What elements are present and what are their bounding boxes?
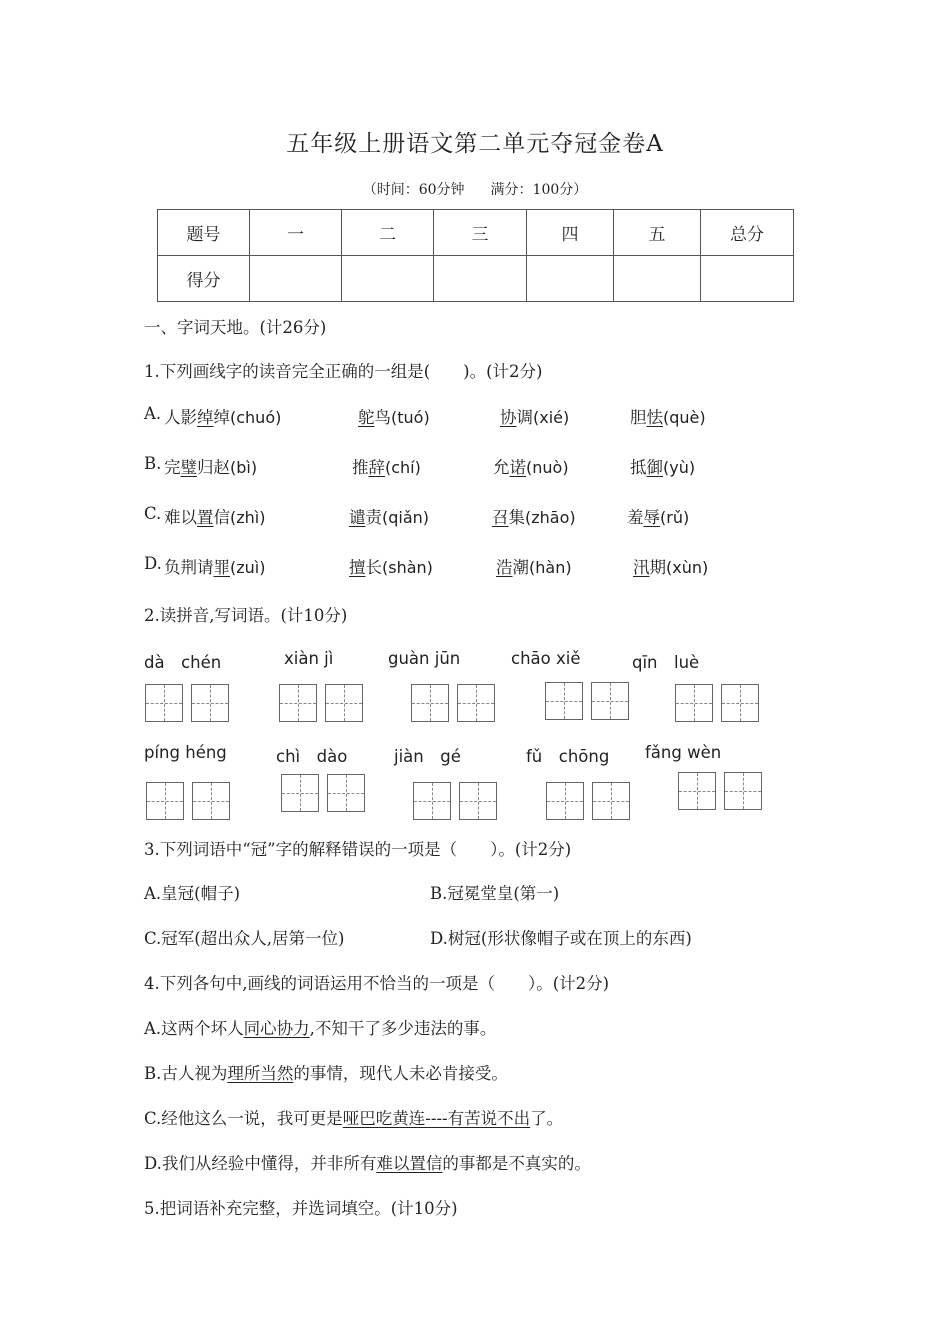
word-text: 羞	[627, 508, 644, 527]
underlined-phrase: 哑巴吃黄连----有苦说不出	[342, 1109, 531, 1128]
pinyin: (qiǎn)	[382, 508, 430, 527]
pinyin: (chuó)	[230, 408, 282, 427]
tianzige-writing-box[interactable]	[591, 682, 629, 720]
underlined-char: 汛	[633, 558, 650, 577]
score-cell[interactable]	[434, 256, 527, 302]
question-5-stem: 5.把词语补充完整，并选词填空。(计10分)	[144, 1199, 458, 1218]
row-label: 得分	[158, 256, 250, 302]
question-3-option-b: B.冠冕堂皇(第一)	[430, 884, 560, 903]
question-4-option-a	[144, 1015, 496, 1039]
full-score: 满分：100分）	[490, 182, 588, 198]
word-text: 责	[365, 508, 382, 527]
underlined-phrase: 理所当然	[227, 1064, 294, 1083]
word-text: 允	[493, 458, 510, 477]
tianzige-writing-box[interactable]	[145, 684, 183, 722]
time-limit: （时间：60分钟	[362, 182, 465, 198]
header-cell: 三	[434, 210, 527, 256]
tianzige-writing-box[interactable]	[146, 782, 184, 820]
tianzige-writing-box[interactable]	[546, 782, 584, 820]
underlined-char: 御	[646, 458, 663, 477]
tianzige-writing-box[interactable]	[327, 774, 365, 812]
question-4-option-d	[144, 1150, 591, 1174]
question-1-option-word	[492, 504, 576, 528]
option-text: D.我们从经验中懂得，并非所有	[144, 1154, 377, 1173]
question-1-option-word	[627, 504, 689, 528]
word-text: 完	[164, 458, 181, 477]
tianzige-writing-box[interactable]	[192, 782, 230, 820]
question-3-option-d: D.树冠(形状像帽子或在顶上的东西)	[430, 929, 692, 948]
underlined-char: 罪	[213, 558, 230, 577]
word-text: 潮	[512, 558, 529, 577]
score-cell[interactable]	[342, 256, 434, 302]
tianzige-writing-box[interactable]	[678, 772, 716, 810]
score-table	[157, 209, 794, 302]
pinyin: (yù)	[663, 458, 696, 477]
pinyin-prompt: dà chén	[144, 653, 222, 672]
question-1-option-label: A.	[144, 404, 162, 423]
section-heading: 一、字词天地。(计26分)	[144, 318, 327, 337]
tianzige-writing-box[interactable]	[721, 684, 759, 722]
pinyin-prompt: chāo xiě	[511, 649, 581, 668]
word-text: 鸟	[374, 408, 391, 427]
word-text: 推	[352, 458, 369, 477]
pinyin: (tuó)	[391, 408, 430, 427]
underlined-char: 擅	[349, 558, 366, 577]
word-text: 信	[213, 508, 230, 527]
underlined-char: 置	[197, 508, 214, 527]
header-cell: 五	[614, 210, 701, 256]
option-text: 的事情，现代人未必肯接受。	[293, 1064, 508, 1083]
question-1-option-word	[164, 404, 281, 428]
pinyin-prompt: xiàn jì	[284, 649, 334, 668]
question-1-option-word	[630, 454, 695, 478]
page-title: 五年级上册语文第二单元夺冠金卷A	[286, 131, 664, 157]
question-1-option-word	[493, 454, 569, 478]
score-cell[interactable]	[527, 256, 614, 302]
tianzige-writing-box[interactable]	[279, 684, 317, 722]
pinyin: (xùn)	[666, 558, 709, 577]
pinyin: (què)	[663, 408, 706, 427]
underlined-phrase: 同心协力	[243, 1019, 310, 1038]
word-text: 期	[649, 558, 666, 577]
question-1-option-label: B.	[144, 454, 162, 473]
question-3-option-c: C.冠军(超出众人,居第一位)	[144, 929, 345, 948]
pinyin: (chí)	[385, 458, 421, 477]
pinyin-prompt: fǎng wèn	[645, 743, 722, 762]
underlined-phrase: 难以置信	[376, 1154, 443, 1173]
question-4-option-c	[144, 1105, 563, 1129]
pinyin: (hàn)	[529, 558, 572, 577]
pinyin: (shàn)	[382, 558, 433, 577]
question-1-option-word	[164, 554, 265, 578]
pinyin: (bì)	[230, 458, 258, 477]
tianzige-writing-box[interactable]	[411, 684, 449, 722]
score-table-header-row	[158, 210, 794, 256]
tianzige-writing-box[interactable]	[459, 782, 497, 820]
option-text: 的事都是不真实的。	[442, 1154, 591, 1173]
word-text: 绰	[213, 408, 230, 427]
word-text: 调	[516, 408, 533, 427]
question-1-option-word	[164, 454, 257, 478]
underlined-char: 谴	[349, 508, 366, 527]
header-cell: 题号	[158, 210, 250, 256]
question-1-stem: 1.下列画线字的读音完全正确的一组是( )。(计2分)	[144, 362, 543, 381]
word-text: 长	[365, 558, 382, 577]
word-text: 抵	[630, 458, 647, 477]
question-4-option-b	[144, 1060, 508, 1084]
question-1-option-word	[164, 504, 265, 528]
tianzige-writing-box[interactable]	[545, 682, 583, 720]
question-1-option-word	[349, 554, 433, 578]
question-1-option-word	[358, 404, 430, 428]
score-cell[interactable]	[701, 256, 794, 302]
pinyin: (rǔ)	[660, 508, 690, 527]
tianzige-writing-box[interactable]	[675, 684, 713, 722]
option-text: C.经他这么一说，我可更是	[144, 1109, 343, 1128]
pinyin: (zhāo)	[525, 508, 576, 527]
word-text: 归赵	[197, 458, 230, 477]
pinyin-prompt: fǔ chōng	[526, 747, 610, 766]
underlined-char: 璧	[180, 458, 197, 477]
question-2-stem: 2.读拼音,写词语。(计10分)	[144, 606, 348, 625]
score-cell[interactable]	[250, 256, 342, 302]
pinyin: (zuì)	[230, 558, 266, 577]
question-3-option-a: A.皇冠(帽子)	[144, 884, 241, 903]
word-text: 胆	[630, 408, 647, 427]
tianzige-writing-box[interactable]	[281, 774, 319, 812]
word-text: 人影	[164, 408, 197, 427]
pinyin-prompt: qīn luè	[632, 653, 700, 672]
tianzige-writing-box[interactable]	[413, 782, 451, 820]
word-text: 集	[508, 508, 525, 527]
pinyin: (nuò)	[526, 458, 569, 477]
question-1-option-label: D.	[144, 554, 162, 573]
question-3-stem: 3.下列词语中“冠”字的解释错误的一项是（ ）。(计2分)	[144, 840, 572, 859]
pinyin-prompt: guàn jūn	[388, 649, 461, 668]
underlined-char: 浩	[496, 558, 513, 577]
question-1-option-word	[352, 454, 421, 478]
score-cell[interactable]	[614, 256, 701, 302]
question-1-option-word	[496, 554, 572, 578]
tianzige-writing-box[interactable]	[724, 772, 762, 810]
question-1-option-word	[633, 554, 708, 578]
question-1-option-word	[500, 404, 569, 428]
question-1-option-word	[630, 404, 706, 428]
pinyin-prompt: píng héng	[144, 743, 227, 762]
tianzige-writing-box[interactable]	[592, 782, 630, 820]
tianzige-writing-box[interactable]	[325, 684, 363, 722]
option-text: ,不知干了多少违法的事。	[309, 1019, 497, 1038]
pinyin-prompt: jiàn gé	[394, 747, 461, 766]
pinyin: (zhì)	[230, 508, 266, 527]
underlined-char: 怯	[646, 408, 663, 427]
option-text: A.这两个坏人	[144, 1019, 244, 1038]
option-text: B.古人视为	[144, 1064, 228, 1083]
header-cell: 二	[342, 210, 434, 256]
question-4-stem: 4.下列各句中,画线的词语运用不恰当的一项是（ ）。(计2分)	[144, 974, 610, 993]
question-1-option-word	[349, 504, 429, 528]
header-cell: 总分	[701, 210, 794, 256]
underlined-char: 辞	[368, 458, 385, 477]
word-text: 难以	[164, 508, 197, 527]
exam-info	[0, 179, 950, 199]
tianzige-writing-box[interactable]	[457, 684, 495, 722]
underlined-char: 鸵	[358, 408, 375, 427]
word-text: 负荆请	[164, 558, 214, 577]
underlined-char: 绰	[197, 408, 214, 427]
underlined-char: 协	[500, 408, 517, 427]
question-1-option-label: C.	[144, 504, 162, 523]
underlined-char: 辱	[643, 508, 660, 527]
underlined-char: 诺	[509, 458, 526, 477]
header-cell: 一	[250, 210, 342, 256]
header-cell: 四	[527, 210, 614, 256]
pinyin: (xié)	[533, 408, 570, 427]
option-text: 了。	[530, 1109, 564, 1128]
score-table-score-row	[158, 256, 794, 302]
underlined-char: 召	[492, 508, 509, 527]
pinyin-prompt: chì dào	[276, 747, 348, 766]
tianzige-writing-box[interactable]	[191, 684, 229, 722]
